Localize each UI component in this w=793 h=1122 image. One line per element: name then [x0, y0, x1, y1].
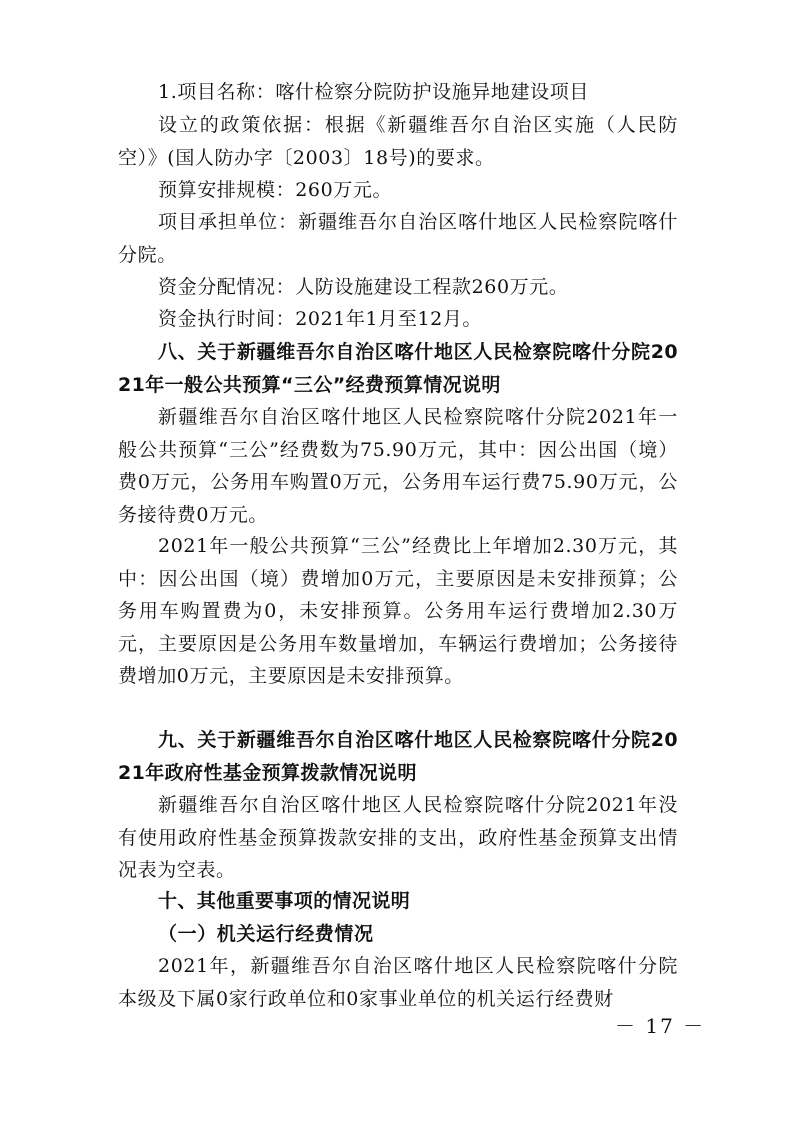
section-8-paragraph-2: 2021年一般公共预算“三公”经费比上年增加2.30万元，其中：因公出国（境）费增加0万元，主要原因是未安排预算；公务用车购置费为0，未安排预算。公务用车运行费增加2.30万元，主要原因是公务用车数量增加，车辆运行费增加；公务接待费增加0万元，主要原因是未安排预算。 — [118, 535, 678, 687]
section-10-paragraph: 2021年，新疆维吾尔自治区喀什地区人民检察院喀什分院本级及下属0家行政单位和0家事业单位的机关运行经费财 — [118, 955, 678, 1010]
section-10-subheading: （一）机关运行经费情况 — [158, 923, 374, 945]
budget-scale-paragraph: 预算安排规模：260万元。 — [158, 179, 393, 201]
policy-basis-paragraph: 设立的政策依据：根据《新疆维吾尔自治区实施（人民防空）》(国人防办字〔2003〕18号)的要求。 — [118, 114, 678, 169]
fund-execution-paragraph: 资金执行时间：2021年1月至12月。 — [158, 308, 483, 330]
section-9-heading: 九、关于新疆维吾尔自治区喀什地区人民检察院喀什分院2021年政府性基金预算拨款情况说明 — [118, 729, 678, 784]
project-unit-paragraph: 项目承担单位：新疆维吾尔自治区喀什地区人民检察院喀什分院。 — [118, 211, 678, 266]
section-8-paragraph-1: 新疆维吾尔自治区喀什地区人民检察院喀什分院2021年一般公共预算“三公”经费数为75.90万元，其中：因公出国（境）费0万元，公务用车购置0万元，公务用车运行费75.90万元，公务接待费0万元。 — [118, 406, 678, 526]
section-10-heading: 十、其他重要事项的情况说明 — [158, 890, 411, 912]
section-8-heading: 八、关于新疆维吾尔自治区喀什地区人民检察院喀什分院2021年一般公共预算“三公”经费预算情况说明 — [118, 341, 678, 396]
section-9-paragraph: 新疆维吾尔自治区喀什地区人民检察院喀什分院2021年没有使用政府性基金预算拨款安排的支出，政府性基金预算支出情况表为空表。 — [118, 794, 678, 881]
page-number: － 17 － — [615, 1014, 706, 1038]
fund-allocation-paragraph: 资金分配情况：人防设施建设工程款260万元。 — [158, 276, 569, 298]
project-name-paragraph: 1.项目名称：喀什检察分院防护设施异地建设项目 — [158, 81, 589, 103]
